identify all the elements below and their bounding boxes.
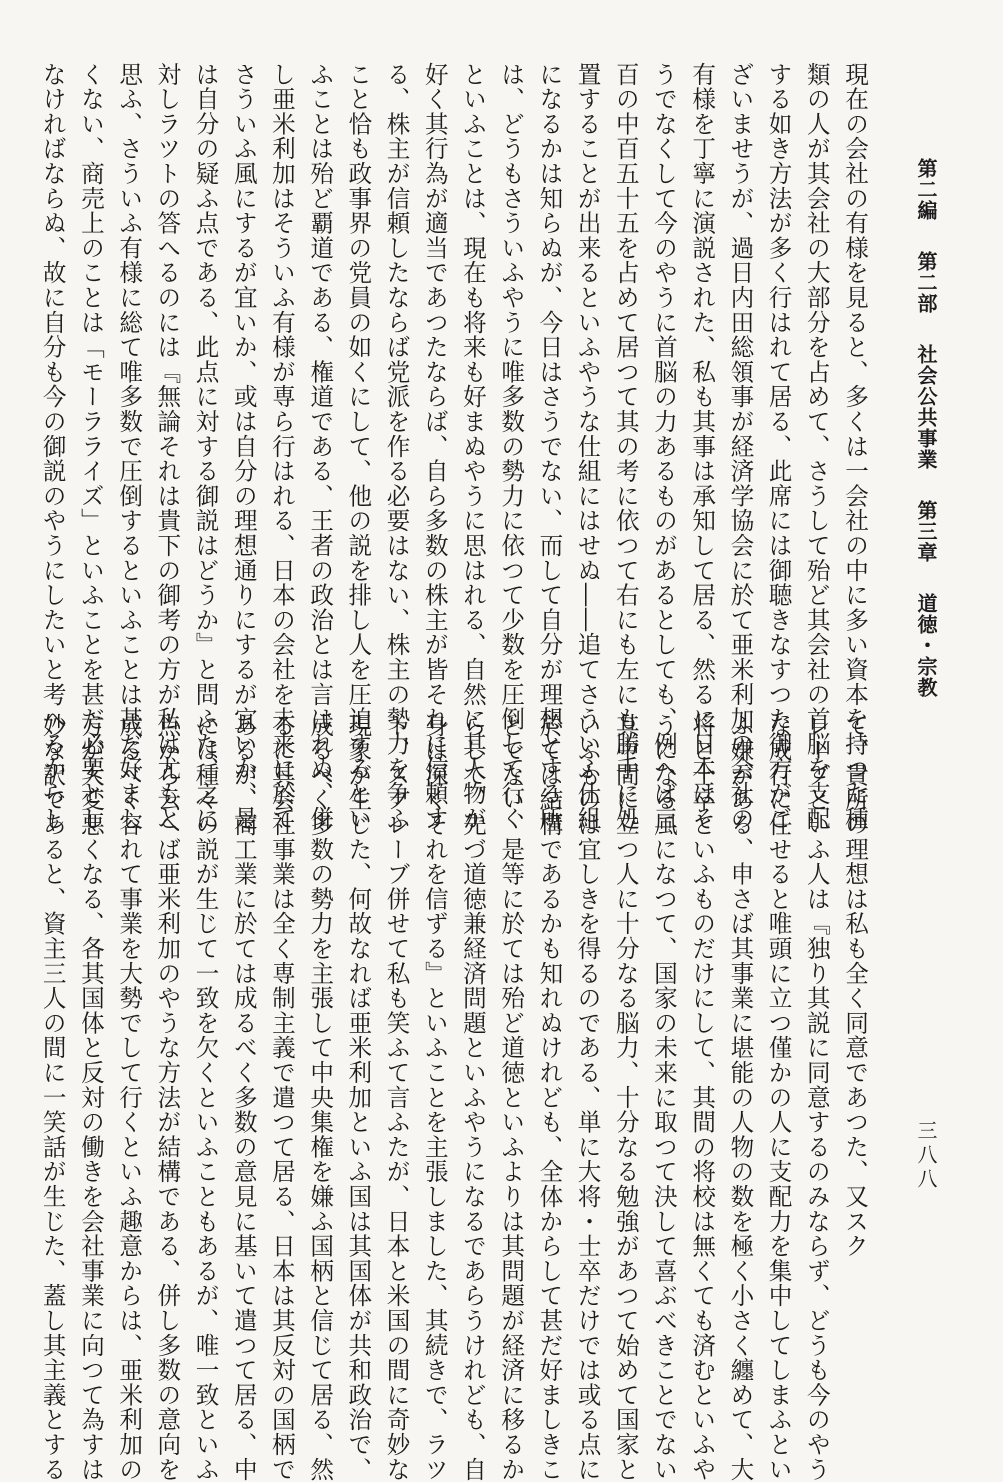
text-line: 其中間に立つ人に十分なる脳力、十分なる勉強があつて始めて国家と <box>611 713 640 1482</box>
header-part2: 第二部 <box>914 250 938 314</box>
text-line: ト、スクレーブ併せて私も笑ふて言ふたが、日本と米国の間に奇妙な <box>382 713 411 1482</box>
text-line: さういふ風にするが宜いか、或は自分の理想通りにするが宜いか、是 <box>229 62 258 831</box>
text-line: 成るべく多数の勢力を主張して中央集権を嫌ふ国柄と信じて居る、然 <box>306 713 335 1482</box>
text-line: くない、商売上のことは「モーラライズ」といふことを甚だ必要とし <box>76 62 105 831</box>
text-line: 類の人が其会社の大部分を占めて、さうして殆ど其会社の首脳を支配 <box>802 62 831 831</box>
text-line: ふことは殆ど覇道である、権道である、王者の政治とは言はれぬ、併 <box>306 62 335 831</box>
text-block-bottom <box>38 713 874 1482</box>
text-line: は、どうもさういふやうに唯多数の勢力に依つて少数を圧倒して行く <box>497 62 526 831</box>
text-line: て、貴所の理想は私も全く同意であつた、又スク <box>841 713 869 1259</box>
text-line: し亜米利加はそういふ有様が専ら行はれる、日本の会社を未来に於て <box>267 62 296 831</box>
text-line: うでなくして今のやうに首脳の力あるものがあるとしても、例へば三 <box>649 62 678 831</box>
text-line: 有様を丁寧に演説された、私も其事は承知して居る、然るに日本はそ <box>688 62 717 831</box>
text-line: ふ嫌がある、申さば其事業に堪能の人物の数を極く小さく纏めて、大 <box>726 713 755 1482</box>
text-line: 妙な訳であると、資主三人の間に一笑話が生じた、蓋し其主義とする <box>38 713 67 1482</box>
text-line: 置することが出来るといふやうな仕組にはせぬ――追てさういふ仕組 <box>573 62 602 831</box>
text-line: 思ふ、さういふ有様に総て唯多数で圧倒するといふことは甚だ好まし <box>115 62 144 831</box>
page-number: 三八八 <box>914 1120 938 1192</box>
text-line: る、株主が信頼したならば党派を作る必要はない、株主の勢力を争ふ <box>382 62 411 831</box>
text-line: 百の中百五十五を占めて居つて其の考に依つて右にも左にも勝手に処 <box>611 62 640 831</box>
text-line: こと恰も政事界の党員の如くにして、他の説を排し人を圧迫するとい <box>344 62 373 831</box>
text-line: ざいませうが、過日内田総領事が経済学協会に於て亜米利加の会社の <box>726 62 755 831</box>
text-line: といふことは、現在も将来も好まぬやうに思はれる、自然に其人物が <box>458 62 487 831</box>
header-part1: 第二編 <box>914 158 938 221</box>
header-part5: 道徳・宗教 <box>914 592 938 698</box>
text-line: には種々の説が生じて一致を欠くといふこともあるが、唯一致といふ <box>191 713 220 1482</box>
text-line: 現在の会社の有様を見ると、多くは一会社の中に多い資本を持つた種 <box>841 62 869 831</box>
text-line: 成るべく容れて事業を大勢でして行くといふ趣意からは、亜米利加の <box>115 713 144 1482</box>
text-line: いふものは宜しきを得るのである、単に大将・士卒だけでは或る点に <box>573 713 602 1482</box>
text-line: する如き方法が多く行はれて居る、此席には御聴きなすつた御方がご <box>764 62 793 831</box>
text-line: レーブといふ人は『独り其説に同意するのみならず、どうも今のやう <box>802 713 831 1482</box>
header-part4: 第三章 <box>914 499 938 563</box>
text-line: 対しラツトの答へるのには『無論それは貴下の御考の方が私は尤もと <box>153 62 182 831</box>
text-line: は自分の疑ふ点である、此点に対する御説はどうか』と問ふた、之に <box>191 62 220 831</box>
text-line: 点から云へば亜米利加のやうな方法が結構である、併し多数の意向を <box>153 713 182 1482</box>
text-line: な成行に任せると唯頭に立つ僅かの人に支配力を集中してしまふとい <box>764 713 793 1482</box>
text-line: らして、先づ道徳兼経済問題といふやうになるであらうけれども、自 <box>458 713 487 1482</box>
text-line: 将と士卒といふものだけにして、其間の将校は無くても済むといふや <box>688 713 717 1482</box>
text-line: あるが、商工業に於ては成るべく多数の意見に基いて遣つて居る、中 <box>229 713 258 1482</box>
text-line: 方が大変悪くなる、各其国体と反対の働きを会社事業に向つて為すは <box>76 713 105 1482</box>
text-line: 身は深くそれを信ずる』といふことを主張しました、其続きで、ラツ <box>420 713 449 1482</box>
text-line: になるかは知らぬが、今日はさうでない、而して自分が理想とする所 <box>535 62 564 831</box>
text-line: るに其会社事業は全く専制主義で遣つて居る、日本は其反対の国柄で <box>267 713 296 1482</box>
text-line: なければならぬ、故に自分も今の御説のやうにしたいと考へるからし <box>38 62 67 831</box>
text-line: 於ては結構であるかも知れぬけれども、全体からして甚だ好ましきこ <box>535 713 564 1482</box>
text-line: 好く其行為が適当であつたならば、自ら多数の株主が皆それに信頼す <box>420 62 449 831</box>
running-header <box>906 158 946 698</box>
text-block-top <box>38 62 874 831</box>
text-line: 現象が生じた、何故なれば亜米利加といふ国は其国体が共和政治で、 <box>344 713 373 1482</box>
text-line: とでない、是等に於ては殆ど道徳といふよりは其問題が経済に移るか <box>497 713 526 1482</box>
header-part3: 社会公共事業 <box>914 343 938 470</box>
text-line: うになる風になつて、国家の未来に取つて決して喜ぶべきことでない <box>649 713 678 1482</box>
